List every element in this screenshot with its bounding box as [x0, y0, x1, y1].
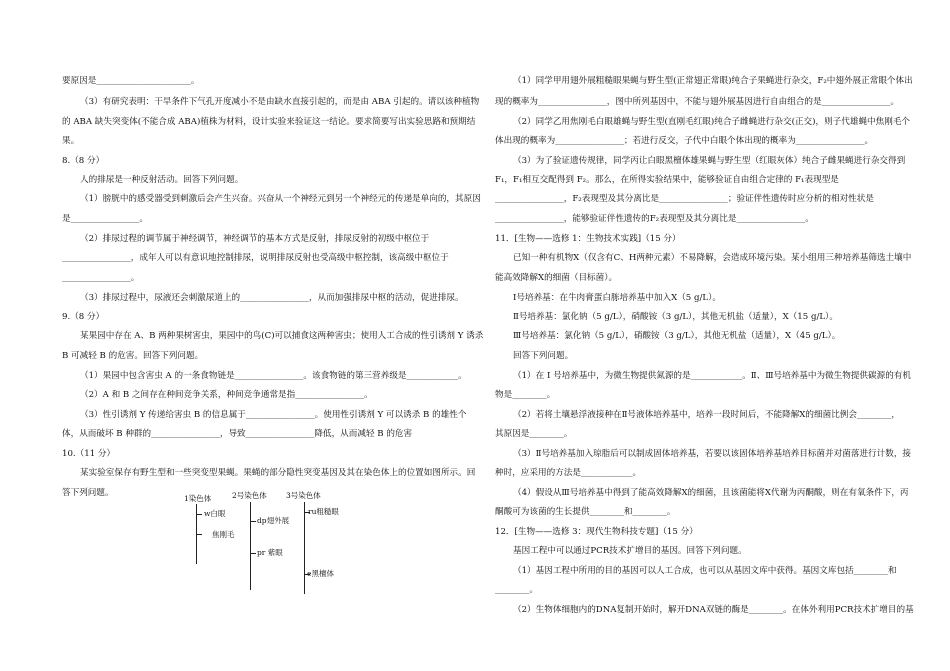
gene-dp-label: dp翅外展: [257, 516, 290, 525]
gene-sn-label: 焦刚毛: [212, 530, 235, 539]
text-line: （1）膀胱中的感受器受到刺激后会产生兴奋。兴奋从一个神经元到另一个神经元的传递是单向的，其原因: [80, 194, 481, 204]
sn-locus-tick: [196, 534, 202, 535]
text-line: ________________，能够验证伴性遗传的F₂表现型及其分离比是________________。: [495, 214, 814, 224]
text-line: 体出现的概率为________________；若进行反交，子代中白眼个体出现的概率为________________。: [495, 136, 874, 146]
text-line: 是________________。: [62, 214, 148, 224]
text-line: （3）为了验证遗传规律，同学丙让白眼黑檀体雄果蝇与野生型（红眼灰体）纯合子雌果蝇进行杂交得到: [513, 156, 906, 166]
question-header: 11．[生物——选修 1：生物技术实践]（15 分）: [495, 234, 681, 244]
question-header: 10.（11 分）: [62, 449, 116, 459]
text-line: （4）假设从Ⅲ号培养基中得到了能高效降解X的细菌，且该菌能将X代谢为丙酮酸，则在有氧条件下，丙: [513, 488, 909, 498]
text-line: （2）A 和 B 之间存在种间竞争关系，种间竞争通常是指________________。: [80, 390, 373, 400]
text-line: 能高效降解X的细菌（目标菌）。: [495, 273, 618, 283]
text-line: ________________，成年人可以有意识地控制排尿，说明排尿反射也受高级中枢控制，该高级中枢位于: [62, 253, 449, 263]
question-header: 9.（8 分）: [62, 312, 105, 322]
chromosome-2-label: 2号染色体: [232, 491, 267, 500]
gene-ru-label: ru粗糙眼: [308, 507, 339, 516]
chromosome-3-line: [304, 502, 305, 594]
chromosome-2-line: [250, 502, 251, 590]
text-line: Ⅱ号培养基：氯化钠（5 g/L），硝酸铵（3 g/L），其他无机盐（适量），X（15 g/L）。: [513, 312, 838, 322]
text-line: 已知一种有机物X（仅含有C、H两种元素）不易降解，会造成环境污染。某小组用三种培养基筛选土壤中: [513, 253, 912, 263]
text-line: 体，从而破坏 B 种群的________________，导致________________降低，从而减轻 B 的危害: [62, 429, 413, 439]
text-line: （2）若将土壤悬浮液接种在Ⅱ号液体培养基中，培养一段时间后，不能降解X的细菌比例会________，: [513, 410, 900, 420]
text-line: （1）基因工程中所用的目的基因可以人工合成，也可以从基因文库中获得。基因文库包括________和: [513, 566, 897, 576]
gene-pr-label: pr 紫眼: [257, 548, 283, 557]
text-line: （1）果园中包含害虫 A 的一条食物链是________________。该食物链的第三营养级是____________。: [80, 371, 467, 381]
text-line: （2）生物体细胞内的DNA复制开始时，解开DNA双链的酶是________。在体外利用PCR技术扩增目的基: [513, 605, 914, 615]
chromosome-1-label: 1染色体: [184, 494, 212, 503]
text-line: 物是________。: [495, 390, 556, 400]
text-line: 酮酸可为该菌的生长提供________和________。: [495, 507, 676, 517]
question-header: 12．[生物——选修 3：现代生物科技专题]（15 分）: [495, 527, 698, 537]
text-line: （3）性引诱剂 Y 传递给害虫 B 的信息属于________________。使用性引诱剂 Y 可以诱杀 B 的雄性个: [80, 410, 467, 420]
dp-locus-tick: [250, 521, 256, 522]
text-line: （3）有研究表明：干旱条件下气孔开度减小不是由缺水直接引起的，而是由 ABA 引起的。请以该种植物: [80, 97, 480, 107]
chromosome-3-label: 3号染色体: [286, 491, 321, 500]
w-locus-tick: [196, 514, 202, 515]
chromosome-diagram: [182, 490, 372, 595]
text-line: ________________。: [62, 273, 140, 283]
pr-locus-tick: [250, 553, 256, 554]
text-line: B 可减轻 B 的危害。回答下列问题。: [62, 351, 204, 361]
text-line: 果。: [62, 136, 80, 146]
text-line: （2）同学乙用焦刚毛白眼雄蝇与野生型(直刚毛红眼)纯合子雌蝇进行杂交(正交)，则子代雄蝇中焦刚毛个: [513, 117, 911, 127]
text-line: ________。: [495, 585, 538, 595]
text-line: Ⅲ号培养基：氯化钠（5 g/L），硝酸铵（3 g/L），其他无机盐（适量），X（45 g/L）。: [513, 331, 841, 341]
text-line: 其原因是________。: [495, 429, 573, 439]
text-line: 人的排尿是一种反射活动。回答下列问题。: [80, 175, 244, 185]
text-line: （3）Ⅱ号培养基加入琼脂后可以制成固体培养基，若要以该固体培养基培养目标菌并对菌落进行计数，接: [513, 449, 912, 459]
text-line: 的 ABA 缺失突变体(不能合成 ABA)植株为材料，设计实验来验证这一结论。要求简要写出实验思路和预期结: [62, 117, 476, 127]
text-line: 要原因是______________________。: [62, 76, 200, 86]
text-line: （1）同学甲用翅外展粗糙眼果蝇与野生型(正常翅正常眼)纯合子果蝇进行杂交，F₂中翅外展正常眼个体出: [513, 76, 913, 86]
text-line: 某果园中存在 A、B 两种果树害虫，果园中的鸟(C)可以捕食这两种害虫；使用人工合成的性引诱剂 Y 诱杀: [80, 331, 484, 341]
text-line: 某实验室保存有野生型和一些突变型果蝇。果蝇的部分隐性突变基因及其在染色体上的位置如图所示。回: [80, 468, 476, 478]
text-line: ________________，F₂表现型及其分离比是________________；验证伴性遗传时应分析的相对性状是: [495, 194, 874, 204]
text-line: （1）在 Ⅰ 号培养基中，为微生物提供氮源的是____________。Ⅱ、Ⅲ号培养基中为微生物提供碳源的有机: [513, 371, 911, 381]
text-line: 回答下列问题。: [513, 351, 574, 361]
question-header: 8.（8 分）: [62, 156, 105, 166]
gene-w-label: w白眼: [204, 509, 226, 518]
text-line: Ⅰ号培养基：在牛肉膏蛋白胨培养基中加入X（5 g/L）。: [513, 293, 721, 303]
text-line: （2）排尿过程的调节属于神经调节，神经调节的基本方式是反射，排尿反射的初级中枢位于: [80, 234, 430, 244]
text-line: F₁，F₁相互交配得到 F₂。那么，在所得实验结果中，能够验证自由组合定律的 F₁表现型是: [495, 175, 839, 185]
text-line: 基因工程中可以通过PCR技术扩增目的基因。回答下列问题。: [513, 546, 747, 556]
text-line: 答下列问题。: [62, 488, 114, 498]
text-line: 种时，应采用的方法是____________。: [495, 468, 642, 478]
gene-e-label: e黑檀体: [307, 569, 334, 578]
text-line: 现的概率为________________，图中所列基因中，不能与翅外展基因进行自由组合的是________________。: [495, 97, 899, 107]
text-line: （3）排尿过程中，尿液还会刺激尿道上的________________，从而加强排尿中枢的活动，促进排尿。: [80, 293, 464, 303]
